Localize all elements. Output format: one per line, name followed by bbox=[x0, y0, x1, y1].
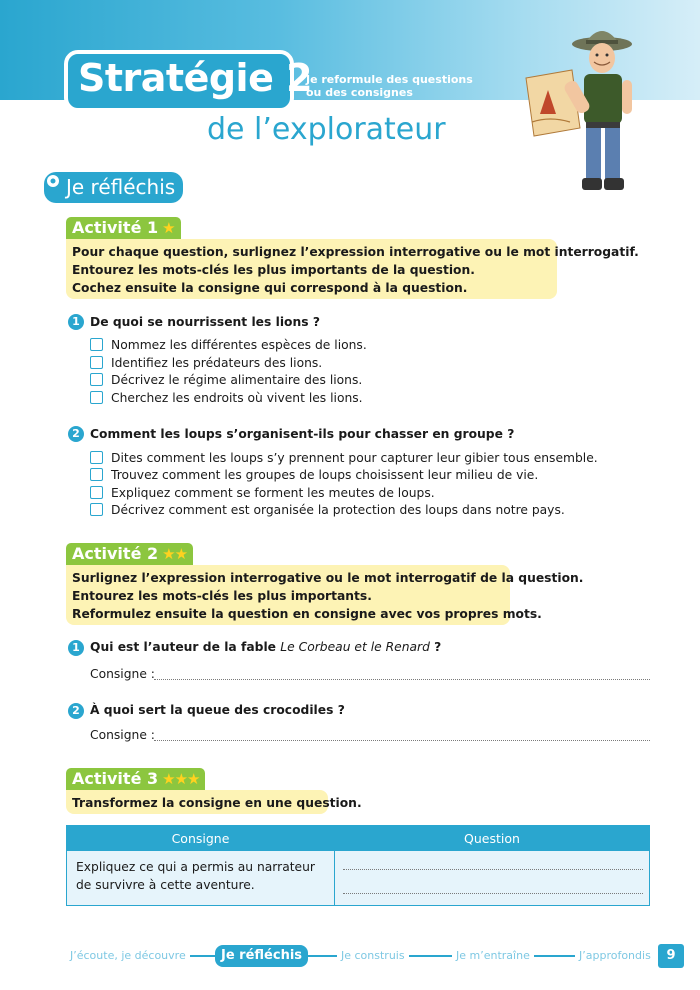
page-number: 9 bbox=[658, 944, 684, 968]
strategy-subtitle bbox=[306, 73, 473, 99]
answer-line[interactable] bbox=[154, 740, 650, 741]
table-row bbox=[67, 851, 650, 906]
activity1-tag bbox=[66, 217, 181, 239]
checkbox[interactable] bbox=[90, 503, 103, 516]
checkbox[interactable] bbox=[90, 356, 103, 369]
activity1-instruction-2: Entourez les mots-clés les plus importants de la question. bbox=[72, 263, 475, 277]
section-label: Je réfléchis bbox=[44, 172, 183, 203]
activity2-stars: ★★ bbox=[162, 545, 188, 563]
strategy-title: Stratégie 2 bbox=[78, 56, 313, 100]
answer-option[interactable]: Cherchez les endroits où vivent les lions. bbox=[90, 390, 363, 407]
answer-option[interactable]: Décrivez le régime alimentaire des lions. bbox=[90, 372, 362, 389]
question-number: 1 bbox=[68, 314, 84, 330]
strategy-subtitle-line2: ou des consignes bbox=[306, 86, 413, 99]
activity3-title: Activité 3 bbox=[72, 769, 159, 788]
answer-line[interactable] bbox=[343, 893, 643, 894]
footer-nav-approfondis[interactable]: J’approfondis bbox=[575, 947, 655, 964]
activity1-title: Activité 1 bbox=[72, 218, 159, 237]
footer-nav-construis[interactable]: Je construis bbox=[337, 947, 409, 964]
question-number: 2 bbox=[68, 426, 84, 442]
answer-line[interactable] bbox=[343, 869, 643, 870]
table-header-question: Question bbox=[335, 826, 650, 851]
answer-line[interactable] bbox=[154, 679, 650, 680]
checkbox[interactable] bbox=[90, 451, 103, 464]
activity2-instruction-2: Entourez les mots-clés les plus importants. bbox=[72, 589, 372, 603]
activity2-tag bbox=[66, 543, 193, 565]
checkbox[interactable] bbox=[90, 391, 103, 404]
activity1-instruction-3: Cochez ensuite la consigne qui correspond à la question. bbox=[72, 281, 468, 295]
table-header-consigne: Consigne bbox=[67, 826, 335, 851]
checkbox[interactable] bbox=[90, 468, 103, 481]
checkbox[interactable] bbox=[90, 373, 103, 386]
activity2-title: Activité 2 bbox=[72, 544, 159, 563]
footer-nav-ecoute[interactable]: J’écoute, je découvre bbox=[66, 947, 190, 964]
gear-icon bbox=[46, 174, 60, 188]
explorer-illustration bbox=[520, 18, 640, 200]
answer-option[interactable]: Expliquez comment se forment les meutes de loups. bbox=[90, 485, 435, 502]
table-header-row bbox=[67, 826, 650, 851]
question-text: Comment les loups s’organisent-ils pour chasser en groupe ? bbox=[90, 427, 515, 441]
footer-nav-entraine[interactable]: Je m’entraîne bbox=[452, 947, 534, 964]
activity2-instruction-3: Reformulez ensuite la question en consigne avec vos propres mots. bbox=[72, 607, 542, 621]
activity3-instruction: Transformez la consigne en une question. bbox=[72, 796, 362, 810]
answer-option[interactable]: Dites comment les loups s’y prennent pour capturer leur gibier tous ensemble. bbox=[90, 450, 598, 467]
activity2-instructions bbox=[66, 565, 584, 625]
strategy-name: de l’explorateur bbox=[207, 112, 446, 147]
activity3-instructions bbox=[66, 790, 362, 814]
answer-option[interactable]: Trouvez comment les groupes de loups choisissent leur milieu de vie. bbox=[90, 467, 538, 484]
answer-option[interactable]: Identifiez les prédateurs des lions. bbox=[90, 355, 322, 372]
strategy-subtitle-line1: Je reformule des questions bbox=[306, 73, 473, 86]
table-cell-consigne: Expliquez ce qui a permis au narrateur de survivre à cette aventure. bbox=[67, 851, 335, 906]
activity3-tag bbox=[66, 768, 205, 790]
answer-option[interactable]: Décrivez comment est organisée la protection des loups dans notre pays. bbox=[90, 502, 565, 519]
activity3-stars: ★★★ bbox=[162, 770, 200, 788]
consigne-question-table bbox=[66, 825, 650, 906]
footer-nav-reflechis[interactable]: Je réfléchis bbox=[215, 945, 308, 967]
question-number: 2 bbox=[68, 703, 84, 719]
checkbox[interactable] bbox=[90, 486, 103, 499]
activity1-instruction-1: Pour chaque question, surlignez l’expression interrogative ou le mot interrogatif. bbox=[72, 245, 639, 259]
question-text: Qui est l’auteur de la fable Le Corbeau et le Renard ? bbox=[90, 640, 442, 654]
consigne-label: Consigne : bbox=[90, 728, 155, 742]
activity2-instruction-1: Surlignez l’expression interrogative ou le mot interrogatif de la question. bbox=[72, 571, 584, 585]
table-cell-question[interactable] bbox=[335, 851, 650, 906]
consigne-label: Consigne : bbox=[90, 667, 155, 681]
answer-option[interactable]: Nommez les différentes espèces de lions. bbox=[90, 337, 367, 354]
treasure-map bbox=[526, 70, 580, 136]
question-text: De quoi se nourrissent les lions ? bbox=[90, 315, 320, 329]
activity1-instructions bbox=[66, 239, 639, 299]
checkbox[interactable] bbox=[90, 338, 103, 351]
question-number: 1 bbox=[68, 640, 84, 656]
question-text: À quoi sert la queue des crocodiles ? bbox=[90, 703, 345, 717]
activity1-stars: ★ bbox=[162, 219, 175, 237]
